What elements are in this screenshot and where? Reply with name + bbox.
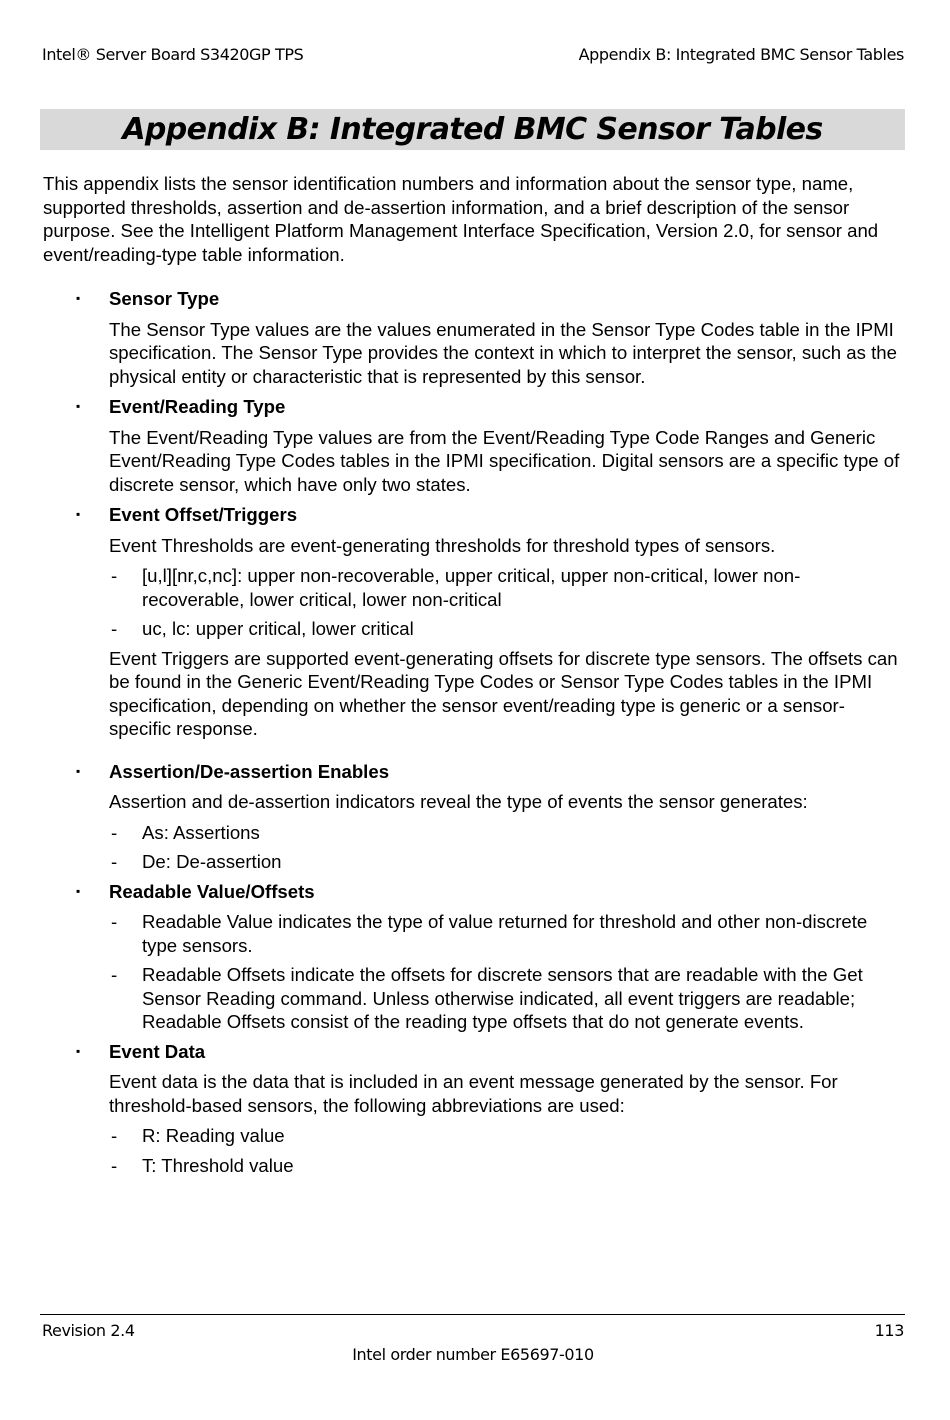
section-title: Assertion/De-assertion Enables — [109, 760, 390, 782]
dash-icon: - — [111, 964, 118, 985]
list-item-text: Readable Value indicates the type of value returned for threshold and other non-discrete type sensors. — [142, 911, 868, 956]
dash-icon: - — [111, 1125, 118, 1146]
section-paragraph: Event data is the data that is included in an event message generated by the sensor. For threshold-based sensors, the following abbreviations are used: — [109, 1071, 838, 1116]
list-item — [0, 617, 950, 641]
list-item — [0, 963, 950, 1034]
list-item-text: R: Reading value — [142, 1125, 285, 1146]
section-paragraph: The Sensor Type values are the values enumerated in the Sensor Type Codes table in the IPMI specification. The Sensor Type provides the context in which to interpret the sensor, such as the physical entity or characteristic that is represented by this sensor. — [109, 318, 897, 387]
bullet-icon: ▪ — [76, 507, 81, 521]
list-item — [0, 564, 950, 611]
dash-icon: - — [111, 618, 118, 639]
list-item-text: T: Threshold value — [142, 1154, 294, 1176]
dash-icon: - — [111, 565, 118, 586]
section-title: Readable Value/Offsets — [109, 880, 315, 902]
list-item-text: uc, lc: upper critical, lower critical — [142, 618, 414, 639]
section-title: Event Offset/Triggers — [109, 504, 298, 525]
section-event-offset-triggers — [0, 503, 950, 760]
list-item — [0, 1154, 950, 1178]
section-title: Event/Reading Type — [109, 396, 286, 417]
header-left: Intel® Server Board S3420GP TPS — [42, 45, 304, 64]
list-item-text: As: Assertions — [142, 821, 260, 843]
footer-order-number: Intel order number E65697-010 — [352, 1345, 594, 1364]
list-item-text: [u,l][nr,c,nc]: upper non-recoverable, upper critical, upper non-critical, lower non-recoverable, lower critical, lower non-critical — [142, 565, 801, 610]
dash-icon: - — [111, 911, 118, 932]
dash-icon: - — [111, 851, 118, 872]
section-event-data — [0, 1040, 950, 1178]
list-item — [0, 821, 950, 845]
section-title: Event Data — [109, 1040, 206, 1062]
section-paragraph: Event Triggers are supported event-generating offsets for discrete type sensors. The offsets can be found in the Generic Event/Reading Type Codes or Sensor Type Codes tables in the IPMI specification, depending on whether the sensor event/reading type is generic or a sensor-specific response. — [109, 647, 898, 739]
section-list — [0, 287, 950, 1183]
bullet-icon: ▪ — [76, 763, 81, 778]
list-item-text: De: De-assertion — [142, 851, 282, 872]
header-right: Appendix B: Integrated BMC Sensor Tables — [578, 45, 904, 64]
bullet-icon: ▪ — [76, 1043, 81, 1058]
section-title: Sensor Type — [109, 288, 220, 309]
dash-icon: - — [111, 1154, 118, 1176]
section-paragraph: Assertion and de-assertion indicators reveal the type of events the sensor generates: — [109, 791, 808, 812]
bullet-icon: ▪ — [76, 399, 81, 413]
list-item — [0, 850, 950, 874]
page-number: 113 — [874, 1321, 904, 1340]
footer-divider — [40, 1314, 905, 1315]
section-readable-value-offsets — [0, 880, 950, 1034]
section-sensor-type — [0, 287, 950, 388]
bullet-icon: ▪ — [76, 291, 81, 305]
list-item-text: Readable Offsets indicate the offsets for discrete sensors that are readable with the Get Sensor Reading command. Unless otherwise indicated, all event triggers are readable; Readable Offsets consist of the reading type offsets that do not generate events. — [142, 964, 863, 1032]
list-item — [0, 910, 950, 957]
section-paragraph: The Event/Reading Type values are from the Event/Reading Type Code Ranges and Generic Event/Reading Type Codes tables in the IPMI specification. Digital sensors are a specific type of discrete sensor, which have only two states. — [109, 426, 900, 495]
footer-revision: Revision 2.4 — [42, 1321, 135, 1340]
dash-icon: - — [111, 821, 118, 843]
section-paragraph: Event Thresholds are event-generating thresholds for threshold types of sensors. — [109, 534, 776, 556]
section-assertion-enables — [0, 760, 950, 874]
section-event-reading-type — [0, 395, 950, 496]
intro-paragraph: This appendix lists the sensor identification numbers and information about the sensor type, name, supported thresholds, assertion and de-assertion information, and a brief description of the sensor purpose. See the Intelligent Platform Management Interface Specification, Version 2.0, for sensor and event/reading-type table information. — [43, 173, 879, 265]
list-item — [0, 1124, 950, 1148]
bullet-icon: ▪ — [76, 883, 81, 898]
page-title: Appendix B: Integrated BMC Sensor Tables — [122, 112, 823, 147]
